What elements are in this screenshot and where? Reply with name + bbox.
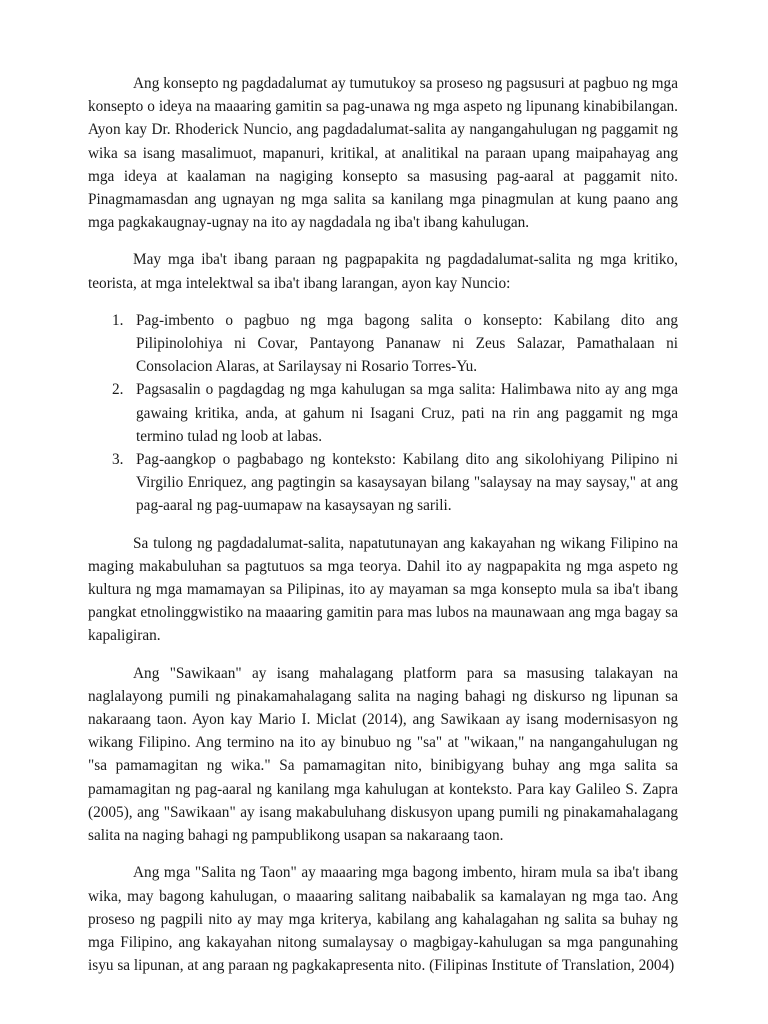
list-item-text: Pagsasalin o pagdagdag ng mga kahulugan sa mga salita: Halimbawa nito ay ang mga gawaing kritika, anda, at gahum ni Isagani Cruz, pati na rin ang paggamit ng mga termino tulad ng loob at labas. <box>136 381 678 445</box>
paragraph-pagdadalumat-definition: Ang konsepto ng pagdadalumat ay tumutukoy sa proseso ng pagsusuri at pagbuo ng mga konsepto o ideya na maaaring gamitin sa pag-unawa ng mga aspeto ng lipunang kinabibilangan. Ayon kay Dr. Rhoderick Nuncio, ang pagdadalumat-salita ay nangangahulugan ng paggamit ng wika sa isang masalimuot, mapanuri, kritikal, at analitikal na paraan upang maipahayag ang mga ideya at kaalaman na nagiging konsepto sa masusing pag-aaral at paggamit nito. Pinagmamasdan ang ugnayan ng mga salita sa kanilang mga pinagmulan at kung paano ang mga pagkakaugnay-ugnay na ito ay nagdadala ng iba't ibang kahulugan. <box>88 75 678 232</box>
list-number: 3. <box>112 451 124 469</box>
list-item-text: Pag-imbento o pagbuo ng mga bagong salita o konsepto: Kabilang dito ang Pilipinolohiya ni Covar, Pantayong Pananaw ni Zeus Salazar, Pamathalaan ni Consolacion Alaras, at Sarilaysay ni Rosario Torres-Yu. <box>136 311 678 376</box>
numbered-list <box>88 309 678 518</box>
paragraph-wikang-filipino: Sa tulong ng pagdadalumat-salita, napatutunayan ang kakayahan ng wikang Filipino na maging makabuluhan sa pagtutuos sa mga teorya. Dahil ito ay nagpapakita ng mga aspeto ng kultura ng mga mamamayan sa Pilipinas, ito ay mayaman sa mga konsepto mula sa iba't ibang pangkat etnolinggwistiko na maaaring gamitin para mas lubos na maunawaan ang mga bagay sa kapaligiran. <box>88 534 678 645</box>
paragraph-paraan-intro: May mga iba't ibang paraan ng pagpapakita ng pagdadalumat-salita ng mga kritiko, teorista, at mga intelektwal sa iba't ibang larangan, ayon kay Nuncio: <box>88 251 678 292</box>
list-item-text: Pag-aangkop o pagbabago ng konteksto: Kabilang dito ang sikolohiyang Pilipino ni Virgilio Enriquez, ang pagtingin sa kasaysayan bilang "salaysay na may saysay," at ang pag-aaral ng pag-uumapaw na kasaysayan ng sarili. <box>136 451 678 515</box>
document-body <box>88 72 678 991</box>
list-number: 1. <box>112 311 124 329</box>
paragraph-salita-ng-taon: Ang mga "Salita ng Taon" ay maaaring mga bagong imbento, hiram mula sa iba't ibang wika, may bagong kahulugan, o maaaring salitang naibabalik sa kamalayan ng mga tao. Ang proseso ng pagpili nito ay may mga kriterya, kabilang ang kahalagahan ng salita sa buhay ng mga Filipino, ang kakayahan nitong sumalaysay o magbigay-kahulugan sa mga pangunahing isyu sa lipunan, at ang paraan ng pagkakapresenta nito. (Filipinas Institute of Translation, 2004) <box>88 864 678 975</box>
list-item <box>88 448 678 518</box>
list-item <box>88 309 678 379</box>
list-item <box>88 378 678 448</box>
paragraph-sawikaan: Ang "Sawikaan" ay isang mahalagang platform para sa masusing talakayan na naglalayong pumili ng pinakamahalagang salita na naging bahagi ng diskurso ng lipunan sa nakaraang taon. Ayon kay Mario I. Miclat (2014), ang Sawikaan ay isang modernisasyon ng wikang Filipino. Ang termino na ito ay binubuo ng "sa" at "wikaan," na nangangahulugan ng "sa pamamagitan ng wika." Sa pamamagitan nito, binibigyang buhay ang mga salita sa pamamagitan ng pag-aaral ng kanilang mga kahulugan at konteksto. Para kay Galileo S. Zapra (2005), ang "Sawikaan" ay isang makabuluhang diskusyon upang pumili ng pinakamahalagang salita na naging bahagi ng pampublikong usapan sa nakaraang taon. <box>88 664 678 845</box>
list-number: 2. <box>112 381 124 399</box>
